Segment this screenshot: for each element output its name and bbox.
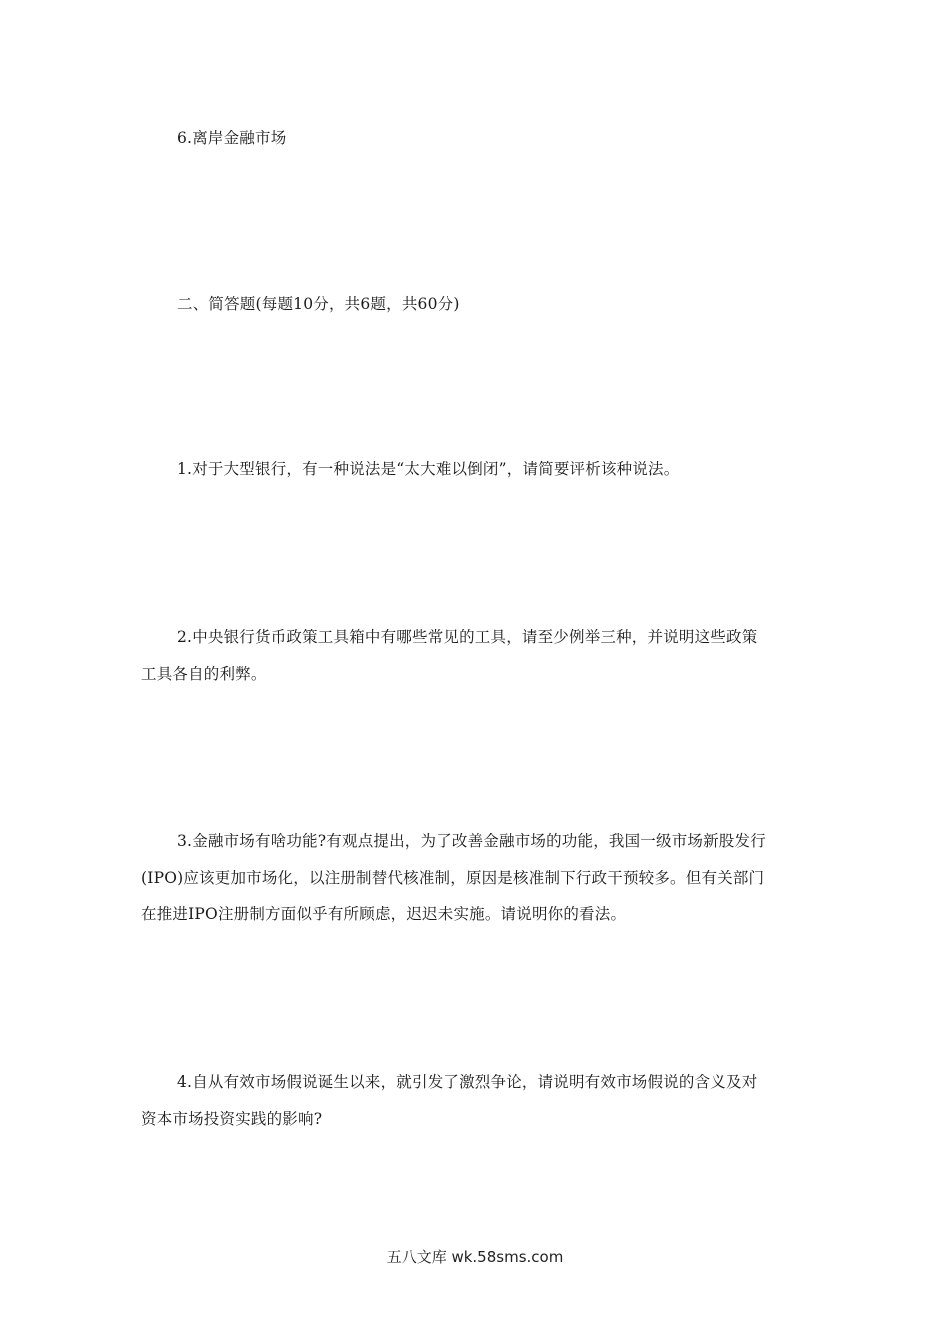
footer-watermark: 五八文库 wk.58sms.com — [386, 1248, 564, 1266]
section-heading-short-answer: 二、简答题(每题10分，共6题，共60分) — [177, 295, 460, 313]
term-item-6: 6.离岸金融市场 — [177, 129, 287, 147]
question-1-line-1: 1.对于大型银行，有一种说法是“太大难以倒闭”，请简要评析该种说法。 — [177, 460, 680, 478]
question-4-line-2: 资本市场投资实践的影响? — [141, 1110, 323, 1128]
question-3-line-3: 在推进IPO注册制方面似乎有所顾虑，迟迟未实施。请说明你的看法。 — [141, 905, 627, 923]
question-2-line-2: 工具各自的利弊。 — [141, 665, 267, 683]
question-3-line-2: (IPO)应该更加市场化，以注册制替代核准制，原因是核准制下行政干预较多。但有关部门 — [141, 869, 765, 887]
question-2-line-1: 2.中央银行货币政策工具箱中有哪些常见的工具，请至少例举三种，并说明这些政策 — [177, 628, 758, 646]
question-3-line-1: 3.金融市场有啥功能?有观点提出，为了改善金融市场的功能，我国一级市场新股发行 — [177, 832, 766, 850]
question-4-line-1: 4.自从有效市场假说诞生以来，就引发了激烈争论，请说明有效市场假说的含义及对 — [177, 1073, 758, 1091]
